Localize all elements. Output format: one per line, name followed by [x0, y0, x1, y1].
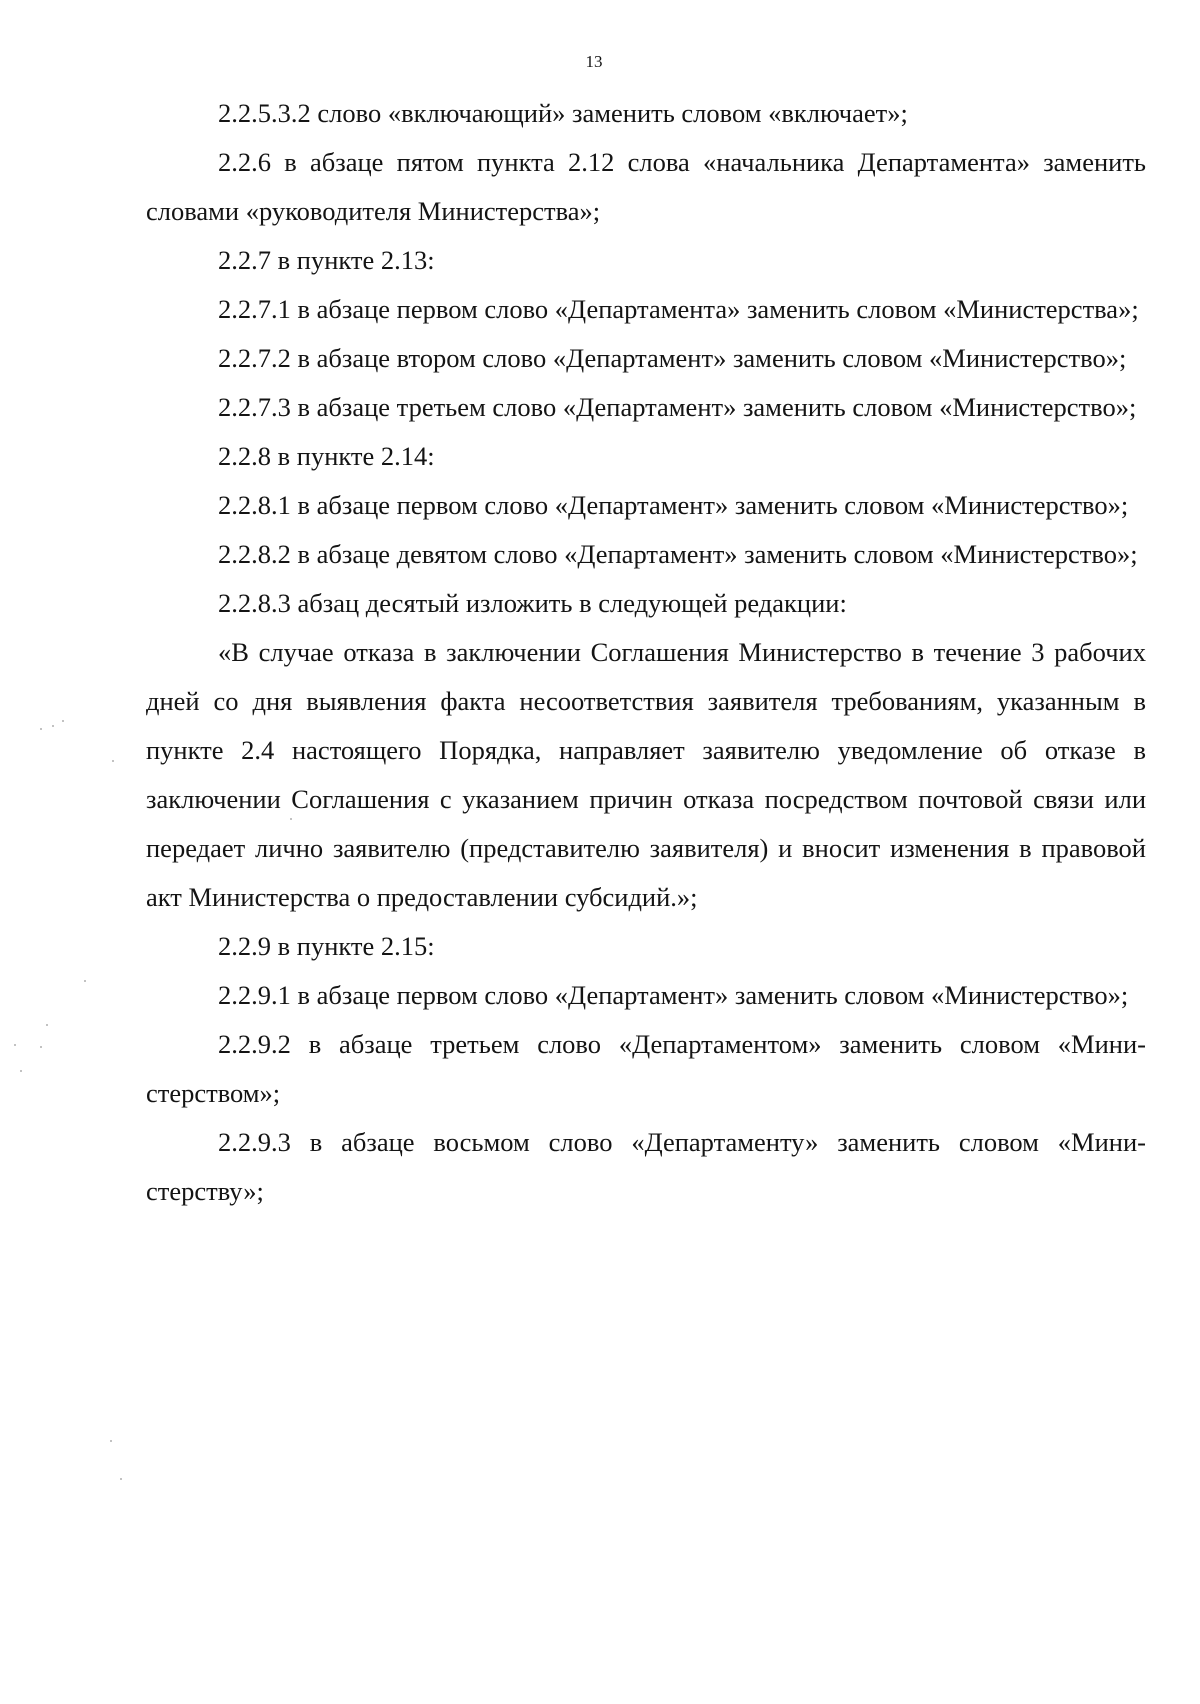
scan-speck: [40, 1046, 42, 1048]
scan-speck: [84, 980, 86, 982]
scan-speck: [14, 1044, 16, 1046]
scan-speck: [290, 818, 292, 820]
paragraph-2-2-5-3-2: 2.2.5.3.2 слово «включающий» заменить словом «включает»;: [218, 98, 908, 128]
scan-speck: [20, 1070, 22, 1072]
paragraph-2-2-8-1: 2.2.8.1 в абзаце первом слово «Департамент» заменить словом «Министерство»;: [218, 490, 1129, 520]
paragraph-2-2-9-1: 2.2.9.1 в абзаце первом слово «Департамент» заменить словом «Министерство»;: [218, 980, 1129, 1010]
paragraph-2-2-7-2: 2.2.7.2 в абзаце втором слово «Департамент» заменить словом «Министерство»;: [218, 343, 1127, 373]
paragraph-2-2-8-2: 2.2.8.2 в абзаце девятом слово «Департамент» заменить словом «Министерство»;: [218, 539, 1138, 569]
paragraph-2-2-9-3: 2.2.9.3 в абзаце восьмом слово «Департаменту» заменить словом «Министерству»;: [146, 1127, 1146, 1206]
scan-speck: [120, 1478, 122, 1480]
scan-speck: [46, 1024, 48, 1026]
paragraph-2-2-9-2: 2.2.9.2 в абзаце третьем слово «Департаментом» заменить словом «Министерством»;: [146, 1029, 1146, 1108]
scan-speck: [112, 760, 114, 762]
scan-speck: [52, 725, 54, 727]
paragraph-2-2-8-3: 2.2.8.3 абзац десятый изложить в следующей редакции:: [218, 588, 847, 618]
scan-speck: [110, 1440, 112, 1442]
paragraph-2-2-9: 2.2.9 в пункте 2.15:: [218, 931, 435, 961]
scan-speck: [40, 728, 42, 730]
paragraph-quoted-amendment: «В случае отказа в заключении Соглашения Министерство в течение 3 рабочих дней со дня выявления факта несоответствия заявителя требованиям, указанным в пункте 2.4 настоящего Порядка, направляет заявителю уведомление об отказе в заключении Соглашения с указанием причин отказа посредством почтовой связи или передает лично заявителю (представителю заявителя) и вносит изменения в правовой акт Министерства о предоставлении субсидий.»;: [146, 637, 1146, 912]
document-body: [146, 89, 1146, 1216]
paragraph-2-2-6: 2.2.6 в абзаце пятом пункта 2.12 слова «начальника Департамента» заменить словами «руководителя Министерства»;: [146, 147, 1146, 226]
paragraph-2-2-7-1: 2.2.7.1 в абзаце первом слово «Департамента» заменить словом «Министерства»;: [218, 294, 1139, 324]
scan-speck: [62, 720, 64, 722]
paragraph-2-2-8: 2.2.8 в пункте 2.14:: [218, 441, 435, 471]
page-number: 13: [585, 52, 603, 71]
paragraph-2-2-7: 2.2.7 в пункте 2.13:: [218, 245, 435, 275]
paragraph-2-2-7-3: 2.2.7.3 в абзаце третьем слово «Департамент» заменить словом «Министерство»;: [218, 392, 1137, 422]
